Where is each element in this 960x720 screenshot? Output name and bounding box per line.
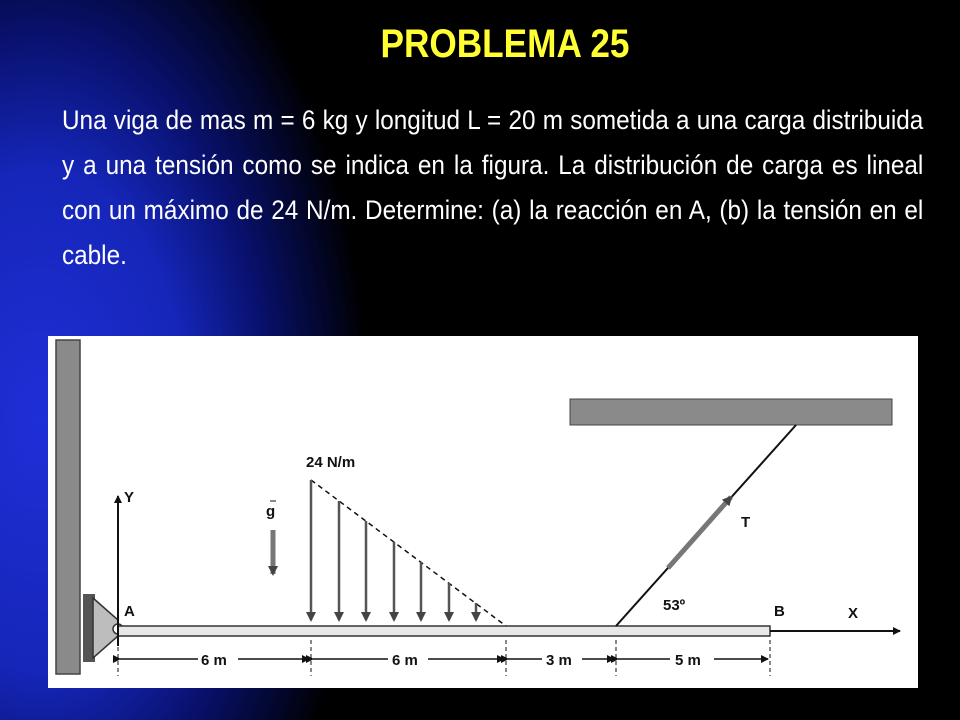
ceiling (570, 399, 892, 425)
x-axis-label: X (848, 605, 859, 622)
dimension-label: 6 m (201, 652, 227, 669)
angle-label: 53º (663, 597, 686, 614)
dimension-label: 5 m (675, 652, 701, 669)
problem-statement: Una viga de mas m = 6 kg y longitud L = 20 m sometida a una carga distribuida y a una tensión como se indica en la figura. La distribución de carga es lineal con un máximo de 24 N/m. Determine: (a) la reacción en A, (b) la tensión en el cable. (62, 105, 924, 270)
dimension-lines (118, 640, 770, 676)
beam-diagram-svg (48, 336, 918, 688)
slide-title: PROBLEMA 25 (380, 22, 630, 66)
gravity-indicator (266, 501, 276, 574)
point-a-label: A (124, 603, 135, 620)
distributed-load (306, 454, 506, 626)
dimension-label: 3 m (546, 652, 572, 669)
wall (56, 340, 80, 674)
dimension-label: 6 m (392, 652, 418, 669)
y-axis-label: Y (124, 489, 135, 506)
beam (118, 626, 770, 636)
point-b-label: B (774, 603, 785, 620)
gravity-label: g (266, 503, 276, 520)
load-label: 24 N/m (306, 454, 356, 471)
tension-label: T (741, 514, 751, 531)
tension-arrow (668, 497, 731, 568)
beam-diagram (48, 336, 918, 688)
